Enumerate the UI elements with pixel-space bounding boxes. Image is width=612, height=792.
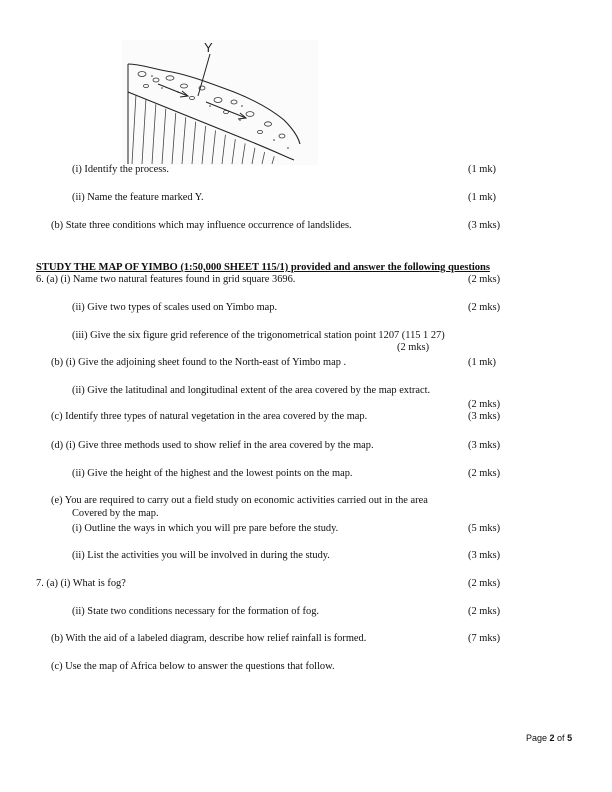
q6a-i-marks: (2 mks) <box>468 274 501 285</box>
q6d-ii-marks: (2 mks) <box>468 468 501 479</box>
q5b-text: (b) State three conditions which may influence occurrence of landslides. <box>51 220 352 231</box>
q6e-i-marks: (5 mks) <box>468 523 501 534</box>
q6e-ii-text: (ii) List the activities you will be involved in during the study. <box>72 550 330 561</box>
q7b-marks: (7 mks) <box>468 633 501 644</box>
q5b-marks: (3 mks) <box>468 220 501 231</box>
q6e-i-text: (i) Outline the ways in which you will pre pare before the study. <box>72 523 339 534</box>
q6b-i-marks: (1 mk) <box>468 357 496 368</box>
q6d-ii-text: (ii) Give the height of the highest and the lowest points on the map. <box>72 468 353 479</box>
q5a-ii-text: (ii) Name the feature marked Y. <box>72 192 204 203</box>
q7b-text: (b) With the aid of a labeled diagram, describe how relief rainfall is formed. <box>51 633 367 644</box>
page-sep: of <box>554 733 568 743</box>
q5a-i-marks: (1 mk) <box>468 164 496 175</box>
q6b-ii-text: (ii) Give the latitudinal and longitudinal extent of the area covered by the map extract. <box>72 385 431 396</box>
section-heading: STUDY THE MAP OF YIMBO (1:50,000 SHEET 115/1) provided and answer the following questions <box>36 262 490 273</box>
q5a-ii-marks: (1 mk) <box>468 192 496 203</box>
q6c-text: (c) Identify three types of natural vegetation in the area covered by the map. <box>51 411 368 422</box>
page-total: 5 <box>567 733 573 743</box>
q6e-line1: (e) You are required to carry out a field study on economic activities carried out in the area <box>51 495 428 506</box>
q6d-i-text: (d) (i) Give three methods used to show relief in the area covered by the map. <box>51 440 374 451</box>
page-current: 2 <box>549 733 555 743</box>
q7a-i-marks: (2 mks) <box>468 578 501 589</box>
q6d-i-marks: (3 mks) <box>468 440 501 451</box>
q6a-iii-text: (iii) Give the six figure grid reference of the trigonometrical station point 1207 (115 1 27) <box>72 330 445 341</box>
q7c-text: (c) Use the map of Africa below to answer the questions that follow. <box>51 661 335 672</box>
q7a-i-text: 7. (a) (i) What is fog? <box>36 578 126 589</box>
q6a-ii-marks: (2 mks) <box>468 302 501 313</box>
q6a-i-text: 6. (a) (i) Name two natural features found in grid square 3696. <box>36 274 296 285</box>
q6c-marks: (3 mks) <box>468 411 501 422</box>
q6a-iii-marks: (2 mks) <box>397 342 430 353</box>
q6b-i-text: (b) (i) Give the adjoining sheet found to the North-east of Yimbo map . <box>51 357 347 368</box>
q7a-ii-text: (ii) State two conditions necessary for the formation of fog. <box>72 606 320 617</box>
q6b-ii-marks: (2 mks) <box>468 399 501 410</box>
figure-label-y: Y <box>204 40 213 55</box>
q6a-ii-text: (ii) Give two types of scales used on Yimbo map. <box>72 302 278 313</box>
page-prefix: Page <box>526 733 550 743</box>
landslide-sketch <box>122 40 318 165</box>
q7a-ii-marks: (2 mks) <box>468 606 501 617</box>
q5a-i-text: (i) Identify the process. <box>72 164 169 175</box>
q6e-ii-marks: (3 mks) <box>468 550 501 561</box>
page-number <box>526 732 572 744</box>
q6e-line2: Covered by the map. <box>72 508 159 519</box>
